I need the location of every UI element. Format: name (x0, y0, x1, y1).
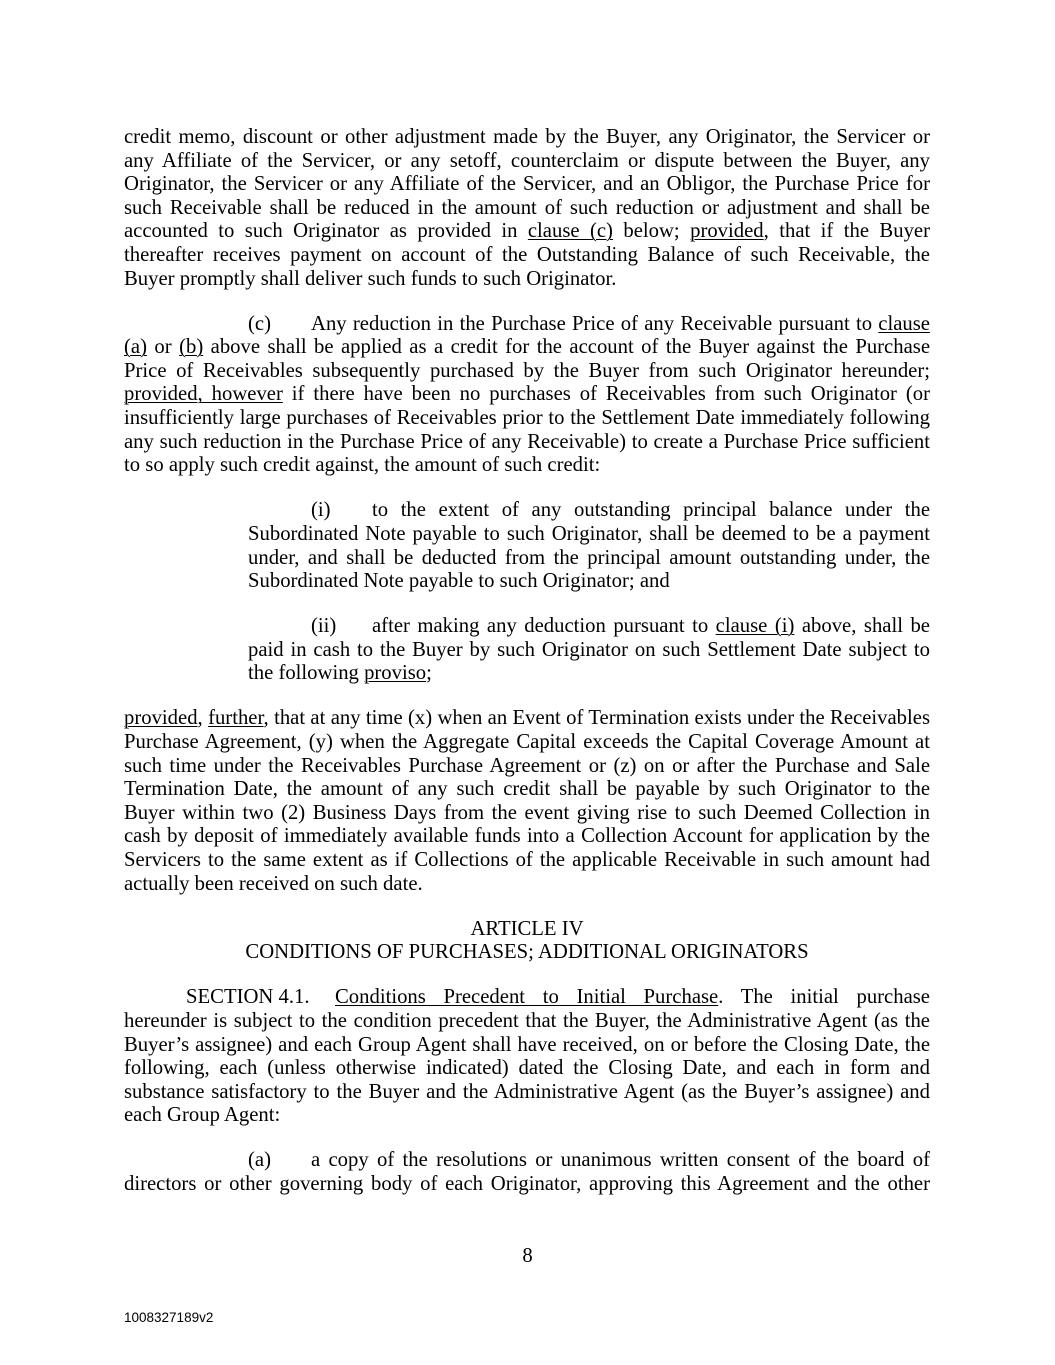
defined-term-proviso: proviso (364, 662, 427, 685)
paragraph-text: . The initial purchase hereunder is subject to the condition precedent that the Buyer, the Administrative Agent (as the Buyer’s assignee) and each Group Agent shall have received, on or before the Closing Date, the following, each (unless otherwise indicated) dated the Closing Date, and each in form and substance satisfactory to the Buyer and the Administrative Agent (as the Buyer’s assignee) and each Group Agent: (124, 986, 930, 1127)
paragraph-text: above, shall be paid in cash to the Buyer by such Originator on such Settlement Date subject to the following (248, 615, 930, 685)
cross-reference-clause-i: clause (i) (715, 615, 795, 638)
page-number: 8 (522, 1245, 533, 1267)
paragraph-provided-further (124, 707, 930, 896)
paragraph-text: below; (612, 220, 691, 243)
paragraph-text: a copy of the resolutions or unanimous written consent of the board of directors or other governing body of each Originator, approving this Agreement and the other (124, 1149, 930, 1196)
paragraph-a-resolutions (124, 1149, 930, 1196)
document-id-footer: 1008327189v2 (124, 1310, 214, 1325)
subparagraph-i (248, 499, 930, 593)
paragraph-text: Any reduction in the Purchase Price of any Receivable pursuant to (311, 312, 879, 335)
cross-reference-clause-a: clause (a) (124, 312, 930, 359)
article-heading (124, 918, 930, 965)
paragraph-text: , (197, 707, 209, 730)
paragraph-purchase-price-reduction (124, 126, 930, 291)
subparagraph-label: (ii) (311, 615, 337, 638)
page-body (124, 126, 930, 1218)
subparagraph-ii (248, 615, 930, 686)
subparagraph-label: (i) (311, 499, 331, 522)
paragraph-text: credit memo, discount or other adjustment made by the Buyer, any Originator, the Servicer or any Affiliate of the Servicer, or any setoff, counterclaim or dispute between the Buyer, any Originator, the Servicer or any Affiliate of the Servicer, and an Obligor, the Purchase Price for such Receivable shall be reduced in the amount of such reduction or adjustment and shall be accounted to such Originator as provided in (124, 126, 930, 243)
paragraph-label: (a) (248, 1149, 271, 1172)
paragraph-text: , that if the Buyer thereafter receives payment on account of the Outstanding Balance of such Receivable, the Buyer promptly shall deliver such funds to such Originator. (124, 220, 930, 290)
section-heading: Conditions Precedent to Initial Purchase (335, 986, 719, 1009)
defined-term-provided-however: provided, however (124, 383, 283, 406)
defined-term-further: further (208, 707, 264, 730)
cross-reference-clause-c: clause (c) (527, 220, 613, 243)
article-subtitle: CONDITIONS OF PURCHASES; ADDITIONAL ORIGINATORS (245, 941, 809, 964)
defined-term-provided: provided (690, 220, 764, 243)
paragraph-text: ; (426, 662, 432, 685)
cross-reference-clause-b: (b) (179, 336, 204, 359)
paragraph-text: or (146, 336, 180, 359)
article-title: ARTICLE IV (470, 917, 584, 940)
paragraph-text: if there have been no purchases of Receivables from such Originator (or insufficiently large purchases of Receivables prior to the Settlement Date immediately following any such reduction in the Purchase Price of any Receivable) to create a Purchase Price sufficient to so apply such credit against, the amount of such credit: (124, 383, 930, 477)
section-4-1 (124, 986, 930, 1128)
paragraph-text: above shall be applied as a credit for the account of the Buyer against the Purchase Price of Receivables subsequently purchased by the Buyer from such Originator hereunder; (124, 336, 930, 382)
section-number: SECTION 4.1. (186, 986, 310, 1009)
paragraph-label: (c) (248, 312, 271, 335)
paragraph-text: to the extent of any outstanding principal balance under the Subordinated Note payable to such Originator, shall be deemed to be a payment under, and shall be deducted from the principal amount outstanding under, the Subordinated Note payable to such Originator; and (248, 499, 930, 593)
paragraph-text: after making any deduction pursuant to (372, 615, 716, 638)
paragraph-text: , that at any time (x) when an Event of Termination exists under the Receivables Purchase Agreement, (y) when the Aggregate Capital exceeds the Capital Coverage Amount at such time under the Receivables Purchase Agreement or (z) on or after the Purchase and Sale Termination Date, the amount of any such credit shall be payable by such Originator to the Buyer within two (2) Business Days from the event giving rise to such Deemed Collection in cash by deposit of immediately available funds into a Collection Account for application by the Servicers to the same extent as if Collections of the applicable Receivable in such amount had actually been received on such date. (124, 707, 931, 895)
paragraph-c-credit-application (124, 313, 930, 478)
defined-term-provided: provided (124, 707, 198, 730)
